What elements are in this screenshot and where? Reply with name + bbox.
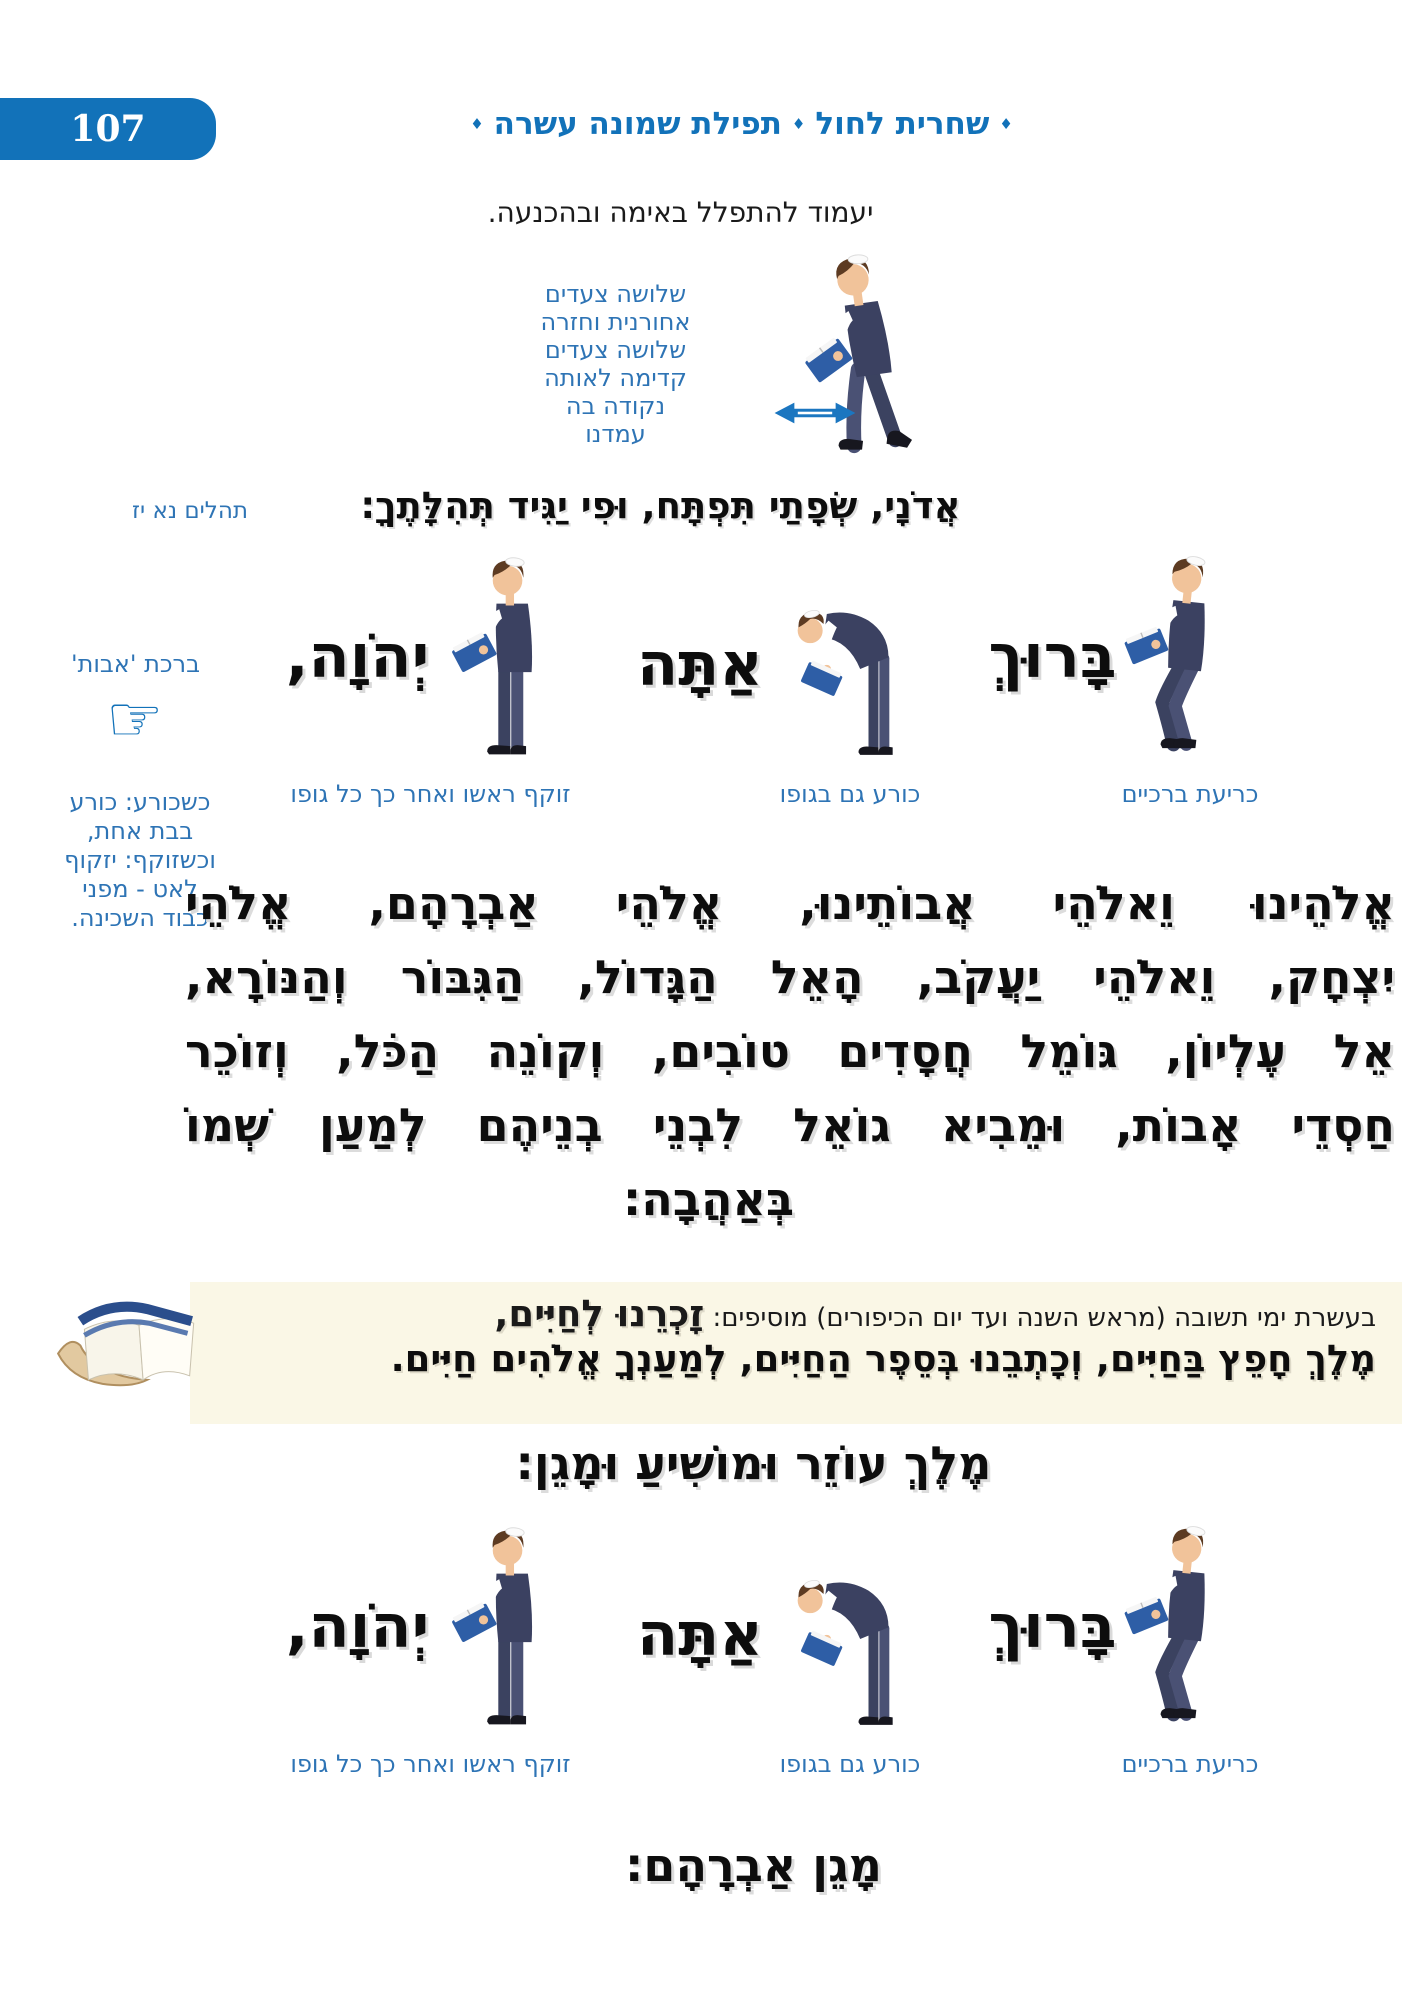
word-atah: אַתָּה bbox=[637, 1600, 763, 1670]
separator-diamond-icon: ♦ bbox=[999, 115, 1013, 133]
caption-straighten: זוקף ראשו ואחר כך כל גופו bbox=[290, 1750, 571, 1778]
caption-bow: כורע גם בגופו bbox=[779, 780, 921, 808]
header-section-amidah: תפילת שמונה עשרה bbox=[493, 106, 782, 142]
bow-note-line: בבת אחת, bbox=[86, 817, 194, 845]
paragraph-line: אֱלֹהֵינוּ וֵאלֹהֵי אֲבוֹתֵינוּ, אֱלֹהֵי אַבְרָהָם, אֱלֹהֵי bbox=[185, 876, 1395, 930]
steps-note-line: עמדנו bbox=[585, 420, 646, 448]
double-arrow-icon bbox=[772, 400, 858, 426]
psalm-reference: תהלים נא יז bbox=[132, 498, 248, 524]
insert-intro-line bbox=[210, 1292, 1376, 1335]
word-atah: אַתָּה bbox=[637, 630, 763, 700]
paragraph-line: אֵל עֶלְיוֹן, גּוֹמֵל חֲסָדִים טוֹבִים, וְקוֹנֵה הַכֹּל, וְזוֹכֵר bbox=[185, 1024, 1395, 1078]
header-section-shacharit: שחרית לחול bbox=[815, 106, 990, 142]
caption-bow: כורע גם בגופו bbox=[779, 1750, 921, 1778]
steps-note-line: שלושה צעדים bbox=[544, 336, 687, 364]
caption-knees: כריעת ברכיים bbox=[1121, 780, 1259, 808]
insert-line2: מֶלֶךְ חָפֵץ בַּחַיִּים, וְכָתְבֵנוּ בְּסֵפֶר הַחַיִּים, לְמַעַנְךָ אֱלֹהִים חַיִּים. bbox=[390, 1337, 1376, 1380]
pointing-hand-icon: ☞ bbox=[106, 683, 164, 757]
bow-note-line: כבוד השכינה. bbox=[71, 904, 209, 932]
boy-knees-bent-illustration bbox=[1100, 1522, 1245, 1742]
word-hashem: יְהֹוָה, bbox=[285, 1592, 430, 1662]
bow-note-line: כשכורע: כורע bbox=[69, 788, 211, 816]
caption-knees: כריעת ברכיים bbox=[1121, 1750, 1259, 1778]
insert-bold-start: זָכְרֵנוּ לְחַיִּים, bbox=[494, 1292, 705, 1335]
paragraph-line: חַסְדֵי אָבוֹת, וּמֵבִיא גוֹאֵל לִבְנֵי בְנֵיהֶם לְמַעַן שְׁמוֹ bbox=[185, 1098, 1395, 1152]
steps-note-line: נקודה בה bbox=[565, 392, 666, 420]
insert-intro: בעשרת ימי תשובה (מראש השנה ועד יום הכיפורים) מוסיפים: bbox=[712, 1303, 1376, 1333]
boy-bowing-illustration bbox=[762, 1544, 930, 1744]
prayer-instruction: יעמוד להתפלל באימה ובהכנעה. bbox=[487, 196, 874, 229]
blessing-name-label: ברכת 'אבות' bbox=[71, 650, 200, 678]
insert-box bbox=[190, 1282, 1402, 1424]
header-title bbox=[66, 106, 1417, 142]
caption-straighten: זוקף ראשו ואחר כך כל גופו bbox=[290, 780, 571, 808]
steps-note-line: אחורנית וחזרה bbox=[540, 308, 691, 336]
separator-diamond-icon: ♦ bbox=[791, 115, 806, 133]
avot-paragraph bbox=[185, 866, 1395, 1162]
tallit-shofar-illustration bbox=[50, 1290, 222, 1408]
magen-line: מָגֵן אַבְרָהָם: bbox=[625, 1838, 882, 1892]
word-baruch: בָּרוּךְ bbox=[988, 622, 1117, 692]
melech-line: מֶלֶךְ עוֹזֵר וּמוֹשִׁיעַ וּמָגֵן: bbox=[515, 1436, 992, 1490]
steps-note-line: קדימה לאותה bbox=[544, 364, 687, 392]
boy-bowing-illustration bbox=[762, 574, 930, 774]
paragraph-line: בְּאַהֲבָה: bbox=[622, 1172, 795, 1226]
boy-standing-illustration bbox=[442, 550, 562, 772]
separator-diamond-icon: ♦ bbox=[470, 115, 484, 133]
paragraph-line: יִצְחָק, וֵאלֹהֵי יַעֲקֹב, הָאֵל הַגָּדוֹל, הַגִּבּוֹר וְהַנּוֹרָא, bbox=[185, 950, 1395, 1004]
page-number: 107 bbox=[70, 108, 146, 150]
bow-note-line: לאט - מפני bbox=[82, 875, 198, 903]
boy-knees-bent-illustration bbox=[1100, 552, 1245, 772]
boy-standing-illustration bbox=[442, 1520, 562, 1742]
word-baruch: בָּרוּךְ bbox=[988, 1592, 1117, 1662]
walking-boy-illustration bbox=[790, 246, 940, 481]
bow-note-line: וכשזוקף: יזקוף bbox=[64, 846, 216, 874]
steps-note bbox=[528, 280, 703, 448]
steps-note-line: שלושה צעדים bbox=[544, 280, 687, 308]
psalm-verse: אֲדֹנָי, שְׂפָתַי תִּפְתָּח, וּפִי יַגִּיד תְּהִלָּתֶךָ: bbox=[360, 484, 961, 527]
word-hashem: יְהֹוָה, bbox=[285, 622, 430, 692]
